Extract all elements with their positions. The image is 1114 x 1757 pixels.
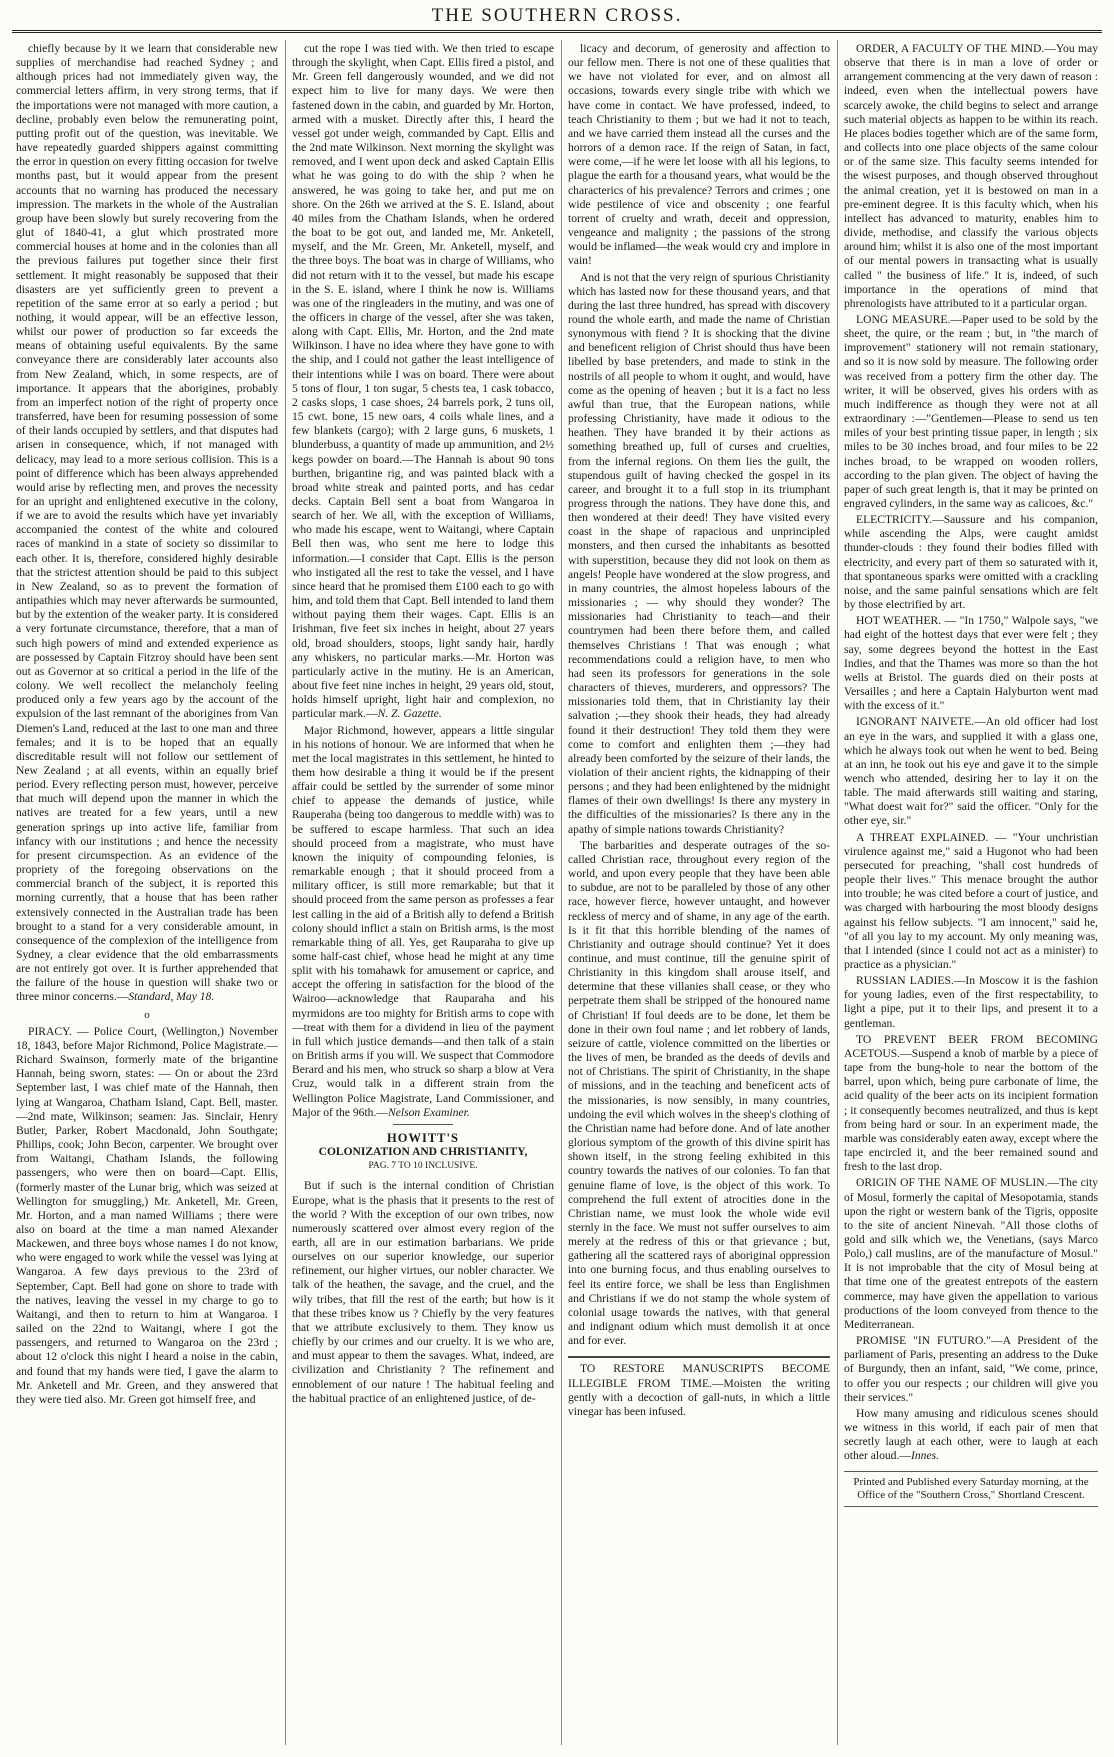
section-heading: HOWITT'S <box>387 1130 459 1145</box>
column-4 <box>844 42 1098 1742</box>
electricity-paragraph: ELECTRICITY.—Saussure and his companion, while ascending the Alps, were caught amidst thunder-clouds : they found their bodies filled with electricity, and every part of them so saturated with it, that spontaneous sparks were omitted with a crackling noise, and the same painful sensations which are felt by those electrified by art. <box>844 513 1098 612</box>
piracy-article: PIRACY. — Police Court, (Wellington,) November 18, 1843, before Major Richmond, Police Magistrate.—Richard Swainson, formerly mate of the brigantine Hannah, being sworn, states: — On or about the 23rd September last, I was chief mate of the Hannah, then lying at Wangaroa, Chatham Island, Capt. Bell, master.—2nd mate, Wilkinson; seamen: Jas. Sinclair, Henry Butler, Parker, Robert Macdonald, John Southgate; Phillips, cook; John Becon, carpenter. We brought over from Waitangi, Chatham Islands, the following passengers, who were then on board—Capt. Ellis, (formerly master of the Lunar brig, which was seized at Wellington for smuggling,) Mr. Anketell, Mr. Green, Mr. Horton, and a man named Williams ; there were also on board at the time a man named Alexander Mackewen, and three boys whose names I do not know, who were engaged to work while the vessel was lying at Wangaroa. A few days previous to the 23rd of September, Capt. Bell had gone on shore to trade with the natives, leaving the vessel in my charge to go to Waitangi, and then to return to him at Wangaroa. I sailed on the 22nd to Waitangi, where I got the passengers, and returned to Wangaroa on the 23rd ; about 12 o'clock this night I heard a noise in the cabin, and found that my hands were tied, I gave the alarm to Mr. Anketell and Mr. Green, and they answered that they were tied also. Mr. Green got himself free, and <box>16 1024 278 1406</box>
beer-paragraph: TO PREVENT BEER FROM BECOMING ACETOUS.—Suspend a knob of marble by a piece of tape from the bung-hole to near the bottom of the barrel, upon which, being pure carbonate of lime, the acid quality of the beer acts on its incipient formation ; it consequently becomes neutralized, and thus is kept from being hard or sour. In an experiment made, the marble was considerably eaten away, except where the tape encircled it, and the beer remained sound and fresh to the last drop. <box>844 1032 1098 1174</box>
manuscripts-paragraph: TO RESTORE MANUSCRIPTS BECOME ILLEGIBLE FROM TIME.—Moisten the writing gently with a decoction of gall-nuts, in which a little vinegar has been infused. <box>568 1362 830 1418</box>
howitt-article-paragraph: And is not that the very reign of spurious Christianity which has lasted now for these thousand years, and that during the last three hundred, has spread with discovery round the whole earth, and made the name of Christian synonymous with fiend ? It is shocking that the divine and beneficent religion of Christ should thus have been libelled by base pretenders, and made to stink in the nostrils of all people to whom it ought, and would, have come as the opening of heaven ; but it is a fact no less awful than true, that the European nations, while professing Christianity, have made it odious to the heathen. They have branded it by their actions as something breathed up, full of curses and cruelties, from the infernal regions. On them lies the guilt, the stupendous guilt of having checked the gospel in its career, and brought it to a full stop in its triumphant progress through the nations. They have done this, and then wondered at their deed! They have visited every coast in the shape of rapacious and unprincipled monsters, and then cursed the inhabitants as besotted with superstition, because they did not look on them as angels! People have wondered at the slow progress, and in many countries, the almost hopeless labours of the missionaries ; — why should they wonder? The missionaries had Christianity to teach—and their countrymen had been there before them, and called themselves Christians ! That was enough ; what recommendations could a religion have, to men who had seen its professors for generations in the sole characters of thieves, murderers, and oppressors? The missionaries told them, that in Christianity lay their salvation ;—they shook their heads, they had already found it their destruction! They told them they were come to comfort and enlighten them ;—they had already been comforted by the seizure of their lands, the violation of their ancient rights, the kidnapping of their persons ; and they had been enlightened by the midnight flames of their own dwellings! Is there any mystery in the difficulties of the missionaries? Is there any in the apathy of simple nations towards Christianity? <box>568 270 830 836</box>
commercial-article: chiefly because by it we learn that considerable new supplies of merchandise had reached Sydney ; and although prices had not immediately given way, the commercial letters affirm, in very strong terms, that if the importations were not managed with more caution, a decline, probably even below the remunerating point, putting profit out of the question, was inevitable. We have repeatedly guarded shippers against committing the error in question on every fitting occasion for twelve months past, but it would appear from the present accounts that no warning has produced the necessary impression. The markets in the whole of the Australian group have been slowly but surely recovering from the glut of 1840-41, a glut which prostrated more commercial houses at home and in the colonies than all the previous failures put together since their first settlement. It might reasonably be supposed that their disasters are yet sufficiently green to prevent a repetition of the same error at so early a period ; but nothing, it would appear, will be an effective lesson, whilst our power of production so far exceeds the means of obtaining useful equivalents. By the same conveyance there are considerably later accounts also from New Zealand, which, in some respects, are of importance. It appears that the aborigines, probably from an imperfect notion of the right of property once transferred, have been for resuming possession of some of their lands occupied by settlers, and that disputes had arisen in consequence, which, if not managed with delicacy, may lead to a more serious collision. This is a point of difference which has been always apprehended would arise by reflecting men, and proves the necessity for an upright and enlightened executive in the colony, if we are to avoid the results which have yet invariably accompanied the contest of the white and coloured races of mankind in a state of society so dissimilar to each other. It is, therefore, considered highly desirable that the strictest attention should be paid to this subject in New Zealand, so as to prevent the formation of antipathies which may never afterwards be surmounted, but by the extention of the weaker party. It is considered a very fortunate circumstance, therefore, that a man of such high powers of mind and extended experience as are possessed by Captain Fitzroy should have been sent out as Governor at so critical a period in the life of the colony. We well recollect the melancholy feeling produced only a few years ago by the account of the expulsion of the last remnant of the aborigines from Van Diemen's Land, reduced at the last to one man and three females; and it is to be hoped that an equally discreditable result will not follow our settlement of New Zealand ; at all events, within an equally brief period. Every reflecting person must, however, perceive that much will depend upon the manner in which the natives are treated for a few years, until a new generation springs up into active life, familiar from infancy with our institutions ; and hence the necessity for present circumspection. As an evidence of the propriety of the foregoing observations on the commercial branch of the subject, it is reported this morning currently, that a house that has been rather extensively connected in the Australian trade has been brought to a stand for a very considerable amount, in consequence of the complexion of the intelligence from Sydney, a clear evidence that the old embarrassments are not entirely got over. It is further apprehended that the failure of the house in question will shake two or three minor concerns.—Standard, May 18. <box>16 42 278 1004</box>
promise-paragraph: PROMISE "IN FUTURO."—A President of the parliament of Paris, presenting an address to the Duke of Burgundy, then an infant, said, "We come, prince, to offer you our respects ; our children will give you their services." <box>844 1334 1098 1404</box>
howitt-article-continued: licacy and decorum, of generosity and affection to our fellow men. There is not one of these qualities that we have not violated for ever, and on almost all occasions, towards every single tribe with which we have come in contact. We have professed, indeed, to teach Christianity to them ; but we had it not to teach, and we have carried them instead all the curses and the horrors of a demon race. If the reign of Satan, in fact, were come,—if he were let loose with all his legions, to plague the earth for a thousand years, what would be the characterics of his prevalence? Terrors and crimes ; one wide pestilence of vice and obscenity ; one fearful torrent of cruelty and wrath, deceit and oppression, vengeance and malignity ; the passions of the strong would be inflamed—the weak would cry and implore in vain! <box>568 42 830 268</box>
piracy-article-continued: cut the rope I was tied with. We then tried to escape through the skylight, when Capt. Ellis fired a pistol, and Mr. Green fell dangerously wounded, and we did not expect him to live for many days. We were then fastened down in the cabin, and guarded by Mr. Horton, armed with a musket. Directly after this, I heard the vessel got under weigh, commanded by Capt. Ellis and the 2nd mate Wilkinson. Next morning the skylight was removed, and I went upon deck and asked Captain Ellis what he was going to do with the ship ? when he answered, he was going to take her, and put me on shore. On the 26th we arrived at the S. E. Island, about 40 miles from the Chatham Islands, when he ordered the boat to be got out, and landed me, Mr. Anketell, myself, and the Mr. Green, Mr. Anketell, myself, and the three boys. The boat was in charge of Williams, who did not return with it to the vessel, but made his escape in the S. E. island, where I think he now is. Williams was one of the ringleaders in the mutiny, and was one of the officers in charge of the vessel, after she was taken, along with Capt. Ellis, Mr. Horton, and the 2nd mate Wilkinson. I have no idea where they have gone to with the ship, and I could not gather the least intelligence of their intentions while I was on board. There were about 5 tons of flour, 1 ton sugar, 5 chests tea, 1 cask tobacco, 2 casks slops, 1 case shoes, 24 barrels pork, 2 tuns oil, 15 cwt. bone, 15 new oars, 4 coils whale lines, and a few blankets (cargo); with 2 large guns, 6 muskets, 1 blunderbuss, a quantity of made up ammunition, and 2½ kegs powder on board.—The Hannah is about 90 tons burthen, brigantine rig, and was painted black with a broad white streak and painted ports, and has cedar decks. Captain Bell sent a boat from Wangaroa in search of her. We all, with the exception of Williams, who made his escape, went to Waitangi, where Captain Bell then was, who sent me here to lodge this information.—I consider that Capt. Ellis is the person who instigated all the rest to take the vessel, and I have since heard that he promised them £100 each to go with him, and told them that Capt. Bell intended to land them without paying them their wages. Capt. Ellis is an Irishman, five feet six inches in height, about 27 years old, broad shoulders, stoops, light sandy hair, hardly any whiskers, no particular marks.—Mr. Horton was particularly active in the mutiny. He is an American, about five feet nine inches in height, 29 years old, stout, holds himself upright, light hair and complexion, no particular mark.—N. Z. Gazette. <box>292 42 554 721</box>
source-credit: Nelson Examiner. <box>387 1105 470 1119</box>
hot-weather-paragraph: HOT WEATHER. — "In 1750," Walpole says, "we had eight of the hottest days that ever were felt ; they say, some degrees beyond the hottest in the East Indies, and that the Thames was more so than the hot wells at Bristol. The guards died on their posts at Versailles ; and here a Captain Halyburton went mad with the excess of it." <box>844 614 1098 713</box>
column-divider <box>285 40 286 1745</box>
separator-mark: o <box>144 1008 150 1021</box>
section-rule <box>393 1124 453 1125</box>
column-divider <box>561 40 562 1745</box>
richmond-article: Major Richmond, however, appears a little singular in his notions of honour. We are informed that when he met the local magistrates in this settlement, he hinted to them how desirable a thing it would be if the present affair could be settled by the surrender of some minor chief to appease the demands of justice, while Rauperaha (being too dangerous to meddle with) was to be suffered to escape harmless. That such an idea should proceed from a magistrate, who must have known the iniquity of compounding felonies, is remarkable enough ; that it should proceed from a military officer, is still more remarkable; but that it should proceed from the same person as professes a fear lest calling in the aid of a British ally to defend a British colony should inflict a stain on British arms, is the most remarkable thing of all. Yes, get Rauparaha to give up some half-cast chief, whose head he might at any time split with his tomahawk for amusement or caprice, and accept the offering in satisfaction for the blood of the Wairoo—acknowledge that Rauparaha and his myrmidons are too mighty for British arms to cope with—treat with them for a dividend in lieu of the payment in full which justice demands—and then talk of a stain on British arms if you will. We suspect that Commodore Berard and his men, who struck so sharp a blow at Vera Cruz, would talk in a different strain from the Wellington Police Magistrate, Land Commissioner, and Major of the 96th.—Nelson Examiner. <box>292 723 554 1119</box>
column-1 <box>16 42 278 1742</box>
masthead-rule <box>12 30 1102 33</box>
muslin-paragraph: ORIGIN OF THE NAME OF MUSLIN.—The city of Mosul, formerly the capital of Mesopotamia, stands upon the right or western bank of the Tigris, opposite to the site of ancient Ninevah. "All those cloths of gold and silk which we, the Venetians, (says Marco Polo,) call muslins, are of the manufacture of Mosul." It is not improbable that the city of Mosul being at that time one of the greatest entrepots of the eastern commerce, may have given the appellation to various productions of the loom conveyed from thence to the Mediterranean. <box>844 1176 1098 1331</box>
howitt-article-paragraph: The barbarities and desperate outrages of the so-called Christian race, throughout every region of the world, and upon every people that they have been able to subdue, are not to be paralleled by those of any other race, however fierce, however untaught, and however reckless of mercy and of shame, in any age of the earth. Is it fit that this horrible blending of the names of Christianity and outrage should continue? Yet it does continue, and must continue, till the genuine spirit of Christianity in this kingdom shall arouse itself, and determine that these villanies shall cease, or they who perpetrate them shall be stripped of the honoured name of Christian! If foul deeds are to be done, let them be done in their own foul name ; and let robbery of lands, seizure of cattle, violence committed on the liberties or the lives of men, be branded as the deeds of devils and not of Christians. The spirit of Christianity, in the shape of missions, and in the teaching and beneficent acts of the missionaries, is now sensibly, in many countries, undoing the evil which wolves in the sheep's clothing of the Christian name had before done. And of late another glorious symptom of the growth of this divine spirit has shown itself, in the strong feeling exhibited in this country towards the natives of our colonies. To fan that genuine flame of love, is the object of this work. To comprehend the full extent of atrocities done in the Christian name, we must look the whole wide evil sternly in the face. We must not suffer ourselves to aim merely at the redress of this or that grievance ; but, gathering all the scattered rays of aboriginal oppression into one burning focus, and thus enabling ourselves to feel its entire force, we shall be less than Englishmen and Christians if we do not stamp the whole system of colonial usage towards the natives, with that general and indignant odium which must demolish it at once and for ever. <box>568 838 830 1348</box>
threat-paragraph: A THREAT EXPLAINED. — "Your unchristian virulence against me," said a Hugonot who had been persecuted for preaching, "shall cost hundreds of people their lives." This menace brought the author into trouble; he was cited before a court of justice, and was charged with harbouring the most bloody designs against his fellow subjects. "I am innocent," said he, "of all you lay to my account. My only meaning was, that I intended (since I could not act as a minister) to practice as a physician." <box>844 830 1098 971</box>
source-credit: N. Z. Gazette. <box>377 707 442 721</box>
section-rule <box>568 1356 830 1358</box>
source-credit: Standard, May 18. <box>128 990 215 1004</box>
column-divider <box>837 40 838 1745</box>
imprint: Printed and Published every Saturday morning, at the Office of the "Southern Cross," Shortland Crescent. <box>844 1471 1098 1507</box>
masthead-title: THE SOUTHERN CROSS. <box>431 5 683 26</box>
column-2 <box>292 42 554 1742</box>
masthead <box>0 0 1114 30</box>
naivete-paragraph: IGNORANT NAIVETE.—An old officer had lost an eye in the wars, and supplied it with a glass one, which he always took out when he went to bed. Being at an inn, he took out his eye and gave it to the simple wench who attended, desiring her to lay it on the table. The maid afterwards still waiting and staring, "What doest wait for?" said the officer. "Only for the other eye, sir." <box>844 715 1098 828</box>
section-pages: PAG. 7 TO 10 INCLUSIVE. <box>368 1161 478 1172</box>
laugh-paragraph: How many amusing and ridiculous scenes should we witness in this world, if each pair of men that secretly laugh at each other, were to laugh at each other aloud.—Innes. <box>844 1406 1098 1463</box>
order-paragraph: ORDER, A FACULTY OF THE MIND.—You may observe that there is in man a love of order or arrangement commencing at the very dawn of reason : indeed, even when the intellectual powers have scarcely awoke, the child begins to select and arrange such material objects as happen to be within its reach. He places bodies together which are of the same form, and collects into one place objects of the same colour or of the same size. This faculty seems intended for the wisest purposes, and though observed throughout the animal creation, yet it is bestowed on man in a pre-eminent degree. It is this faculty which, when his intellect has advanced to maturity, enables him to divide, methodise, and classify the various objects around him; whilst it is also one of the most important of our mental powers in transacting what is usually called " the business of life." It is, indeed, of such importance in the operations of mind that phrenologists have attributed to it a particular organ. <box>844 42 1098 310</box>
howitt-article: But if such is the internal condition of Christian Europe, what is the phasis that it presents to the rest of the world ? With the exception of our own tribes, now numerously scattered over almost every region of the earth, all are in our estimation barbarians. We pride ourselves on our superior knowledge, our superior refinement, our higher virtues, our nobler character. We talk of the heathen, the savage, and the cruel, and the wily tribes, that fill the rest of the earth; but how is it that these tribes know us ? Chiefly by the very features that we attribute exclusively to them. They know us chiefly by our crimes and our cruelty. It is we who are, and must appear to them the savages. What, indeed, are civilization and Christianity ? The refinement and ennoblement of our nature ! The habitual feeling and the habitual practice of an enlightened justice, of de- <box>292 1179 554 1405</box>
section-subheading: COLONIZATION AND CHRISTIANITY, <box>318 1146 528 1159</box>
column-3 <box>568 42 830 1742</box>
long-measure-paragraph: LONG MEASURE.—Paper used to be sold by the sheet, the quire, or the ream ; but, in "the march of improvement" stationery will not remain stationary, and so it is now sold by measure. The following order was received from a pottery firm the other day. The writer, it will be observed, gives his orders with as much indifference as though they were not at all extraordinary :—"Gentlemen—Please to send us ten miles of your best printing tissue paper, in length ; six miles to be 30 inches broad, and four miles to be 22 inches broad, to be wrapped on wooden rollers, according to the plan given. The object of having the paper of such great length is, that it may be printed on engraved cylinders, in the same way as calicoes, &c." <box>844 312 1098 510</box>
source-credit: Innes. <box>910 1449 939 1463</box>
russian-ladies-paragraph: RUSSIAN LADIES.—In Moscow it is the fashion for young ladies, even of the first respectability, to light a pipe, put it to their lips, and present it to a gentleman. <box>844 974 1098 1030</box>
